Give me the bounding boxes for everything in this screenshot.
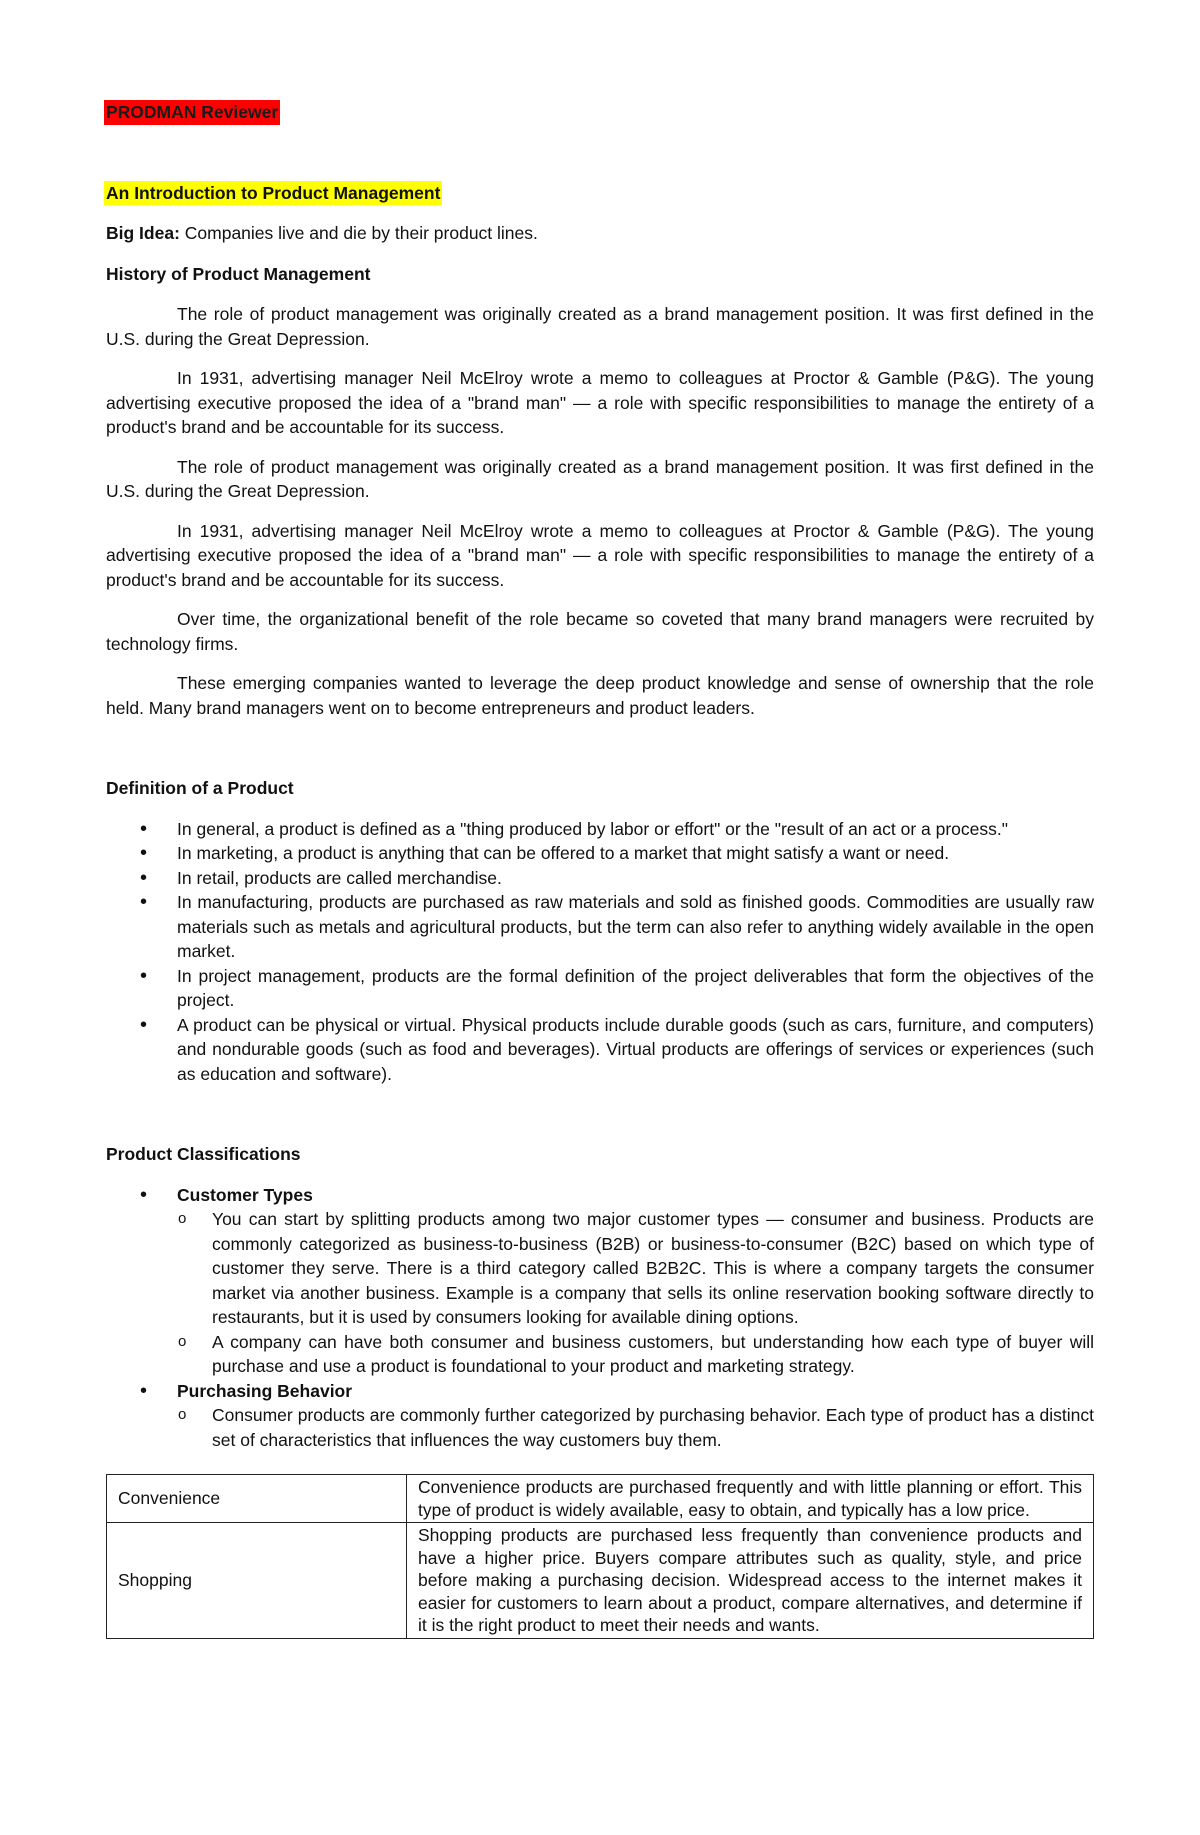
history-paragraph: The role of product management was originally created as a brand management position. It was first defined in the U.S. during the Great Depression. xyxy=(106,304,1094,349)
table-row xyxy=(107,1475,1094,1523)
customer-types-label: Customer Types xyxy=(177,1184,313,1205)
customer-types-item: o You can start by splitting products among two major customer types — consumer and business. Products are commonly categorized as business-to-business (B2B) or business-to-consumer (B2C) based on which type of customer they serve. There is a third category called B2B2C. This is where a company targets the consumer market via another business. Example is a company that sells its online reservation booking software directly to restaurants, but it is used by consumers looking for available dining options. xyxy=(212,1207,1094,1330)
product-types-table xyxy=(106,1474,1094,1639)
purchasing-behavior-label: Purchasing Behavior xyxy=(177,1380,353,1401)
definition-heading: Definition of a Product xyxy=(106,778,294,798)
customer-types-item: o A company can have both consumer and business customers, but understanding how each type of buyer will purchase and use a product is foundational to your product and marketing strategy. xyxy=(212,1330,1094,1379)
document-title-line xyxy=(106,100,1094,125)
table-cell-description: Convenience products are purchased frequently and with little planning or effort. This type of product is widely available, easy to obtain, and typically has a low price. xyxy=(407,1475,1094,1523)
history-paragraph: Over time, the organizational benefit of the role became so coveted that many brand managers were recruited by technology firms. xyxy=(106,609,1094,654)
purchasing-behavior-item: o Consumer products are commonly further categorized by purchasing behavior. Each type of product has a distinct set of characteristics that influences the way customers buy them. xyxy=(212,1403,1094,1452)
table-row xyxy=(107,1523,1094,1639)
classifications-heading: Product Classifications xyxy=(106,1144,301,1164)
intro-heading-line xyxy=(106,181,1094,206)
definition-item: • A product can be physical or virtual. Physical products include durable goods (such as cars, furniture, and computers) and nondurable goods (such as food and beverages). Virtual products are offerings of services or experiences (such as education and software). xyxy=(177,1013,1094,1087)
definition-item: • In general, a product is defined as a "thing produced by labor or effort" or the "result of an act or a process." xyxy=(177,817,1094,842)
big-idea xyxy=(106,221,1094,246)
definition-item: • In marketing, a product is anything that can be offered to a market that might satisfy a want or need. xyxy=(177,841,1094,866)
purchasing-behavior-sublist xyxy=(177,1403,1094,1452)
definition-item: • In project management, products are the formal definition of the project deliverables that form the objectives of the project. xyxy=(177,964,1094,1013)
history-paragraph: In 1931, advertising manager Neil McElroy wrote a memo to colleagues at Proctor & Gamble (P&G). The young advertising executive proposed the idea of a "brand man" — a role with specific responsibilities to manage the entirety of a product's brand and be accountable for its success. xyxy=(106,520,1094,590)
history-paragraph: The role of product management was originally created as a brand management position. It was first defined in the U.S. during the Great Depression. xyxy=(106,456,1094,501)
history-heading: History of Product Management xyxy=(106,263,371,284)
big-idea-text: Companies live and die by their product lines. xyxy=(179,223,538,243)
definition-item: • In manufacturing, products are purchased as raw materials and sold as finished goods. Commodities are usually raw materials such as metals and agricultural products, but the term can also refer to anything widely available in the open market. xyxy=(177,890,1094,964)
document-title: PRODMAN Reviewer xyxy=(104,100,280,125)
table-cell-type: Convenience xyxy=(107,1475,407,1523)
table-cell-description: Shopping products are purchased less frequently than convenience products and have a higher price. Buyers compare attributes such as quality, style, and price before making a purchasing decision. Widespread access to the internet makes it easier for customers to learn about a product, compare alternatives, and determine if it is the right product to meet their needs and wants. xyxy=(407,1523,1094,1639)
table-cell-type: Shopping xyxy=(107,1523,407,1639)
customer-types-sublist xyxy=(177,1207,1094,1379)
document-page xyxy=(106,100,1094,1639)
classification-customer-types xyxy=(177,1183,1094,1379)
intro-heading: An Introduction to Product Management xyxy=(104,181,442,206)
big-idea-label: Big Idea: xyxy=(106,223,180,243)
history-paragraph: These emerging companies wanted to leverage the deep product knowledge and sense of ownership that the role held. Many brand managers went on to become entrepreneurs and product leaders. xyxy=(106,673,1094,718)
classification-purchasing-behavior xyxy=(177,1379,1094,1453)
classifications-list xyxy=(106,1183,1094,1453)
history-paragraph: In 1931, advertising manager Neil McElroy wrote a memo to colleagues at Proctor & Gamble (P&G). The young advertising executive proposed the idea of a "brand man" — a role with specific responsibilities to manage the entirety of a product's brand and be accountable for its success. xyxy=(106,368,1094,437)
definition-list xyxy=(106,817,1094,1087)
definition-item: • In retail, products are called merchandise. xyxy=(177,866,1094,891)
